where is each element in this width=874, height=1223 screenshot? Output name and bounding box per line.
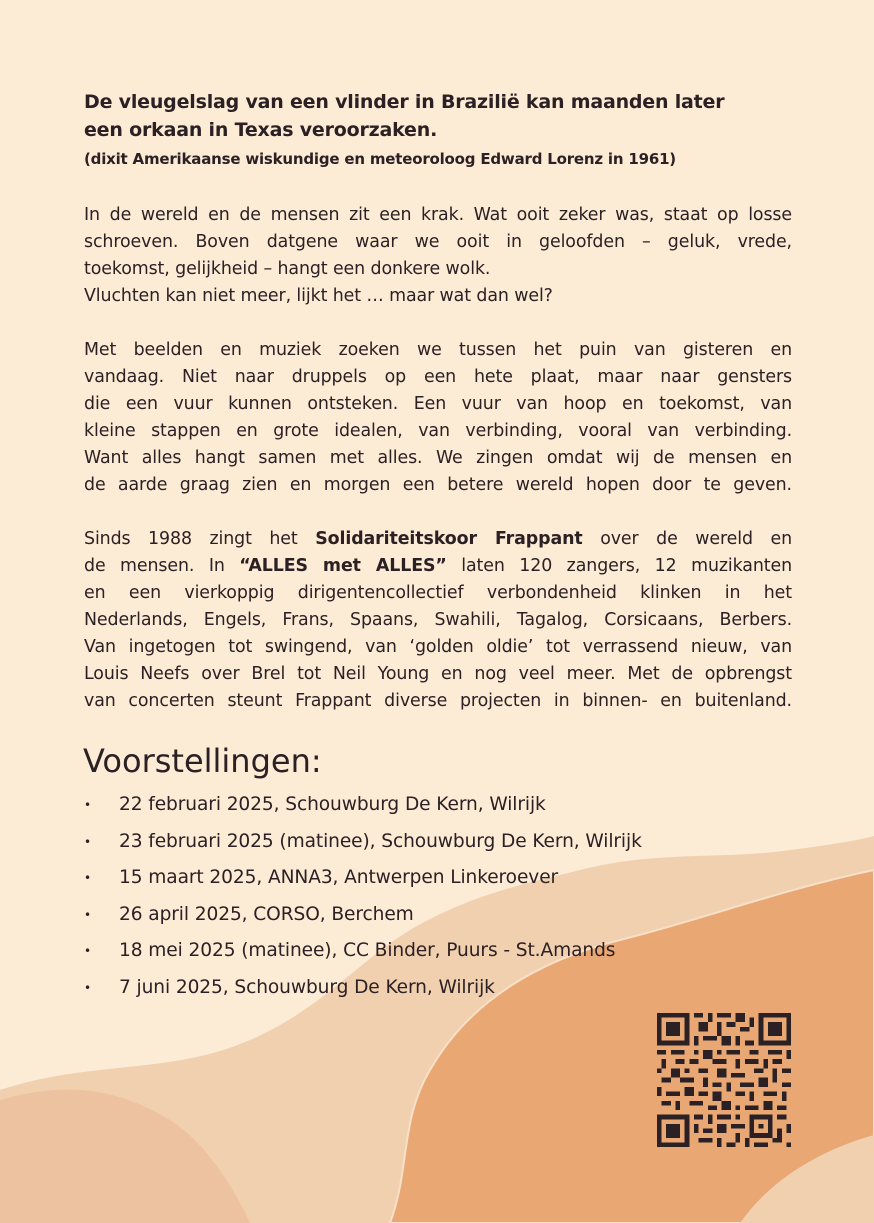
mission-paragraph xyxy=(84,337,792,499)
opening-quote xyxy=(84,88,792,144)
paragraph-line: Van ingetogen tot swingend, van ‘golden oldie’ tot verrassend nieuw, van xyxy=(84,637,792,657)
bullet-icon: • xyxy=(84,944,91,958)
bullet-icon: • xyxy=(84,871,91,885)
paragraph-line: Louis Neefs over Brel tot Neil Young en nog veel meer. Met de opbrengst xyxy=(84,664,792,684)
text-run: Sinds 1988 zingt het xyxy=(84,529,316,549)
paragraph-line: Nederlands, Engels, Frans, Spaans, Swahili, Tagalog, Corsicaans, Berbers. xyxy=(84,610,792,630)
paragraph-line: Vluchten kan niet meer, lijkt het … maar wat dan wel? xyxy=(84,286,553,306)
text-run: over de wereld en xyxy=(582,529,792,549)
performance-date-venue: 23 februari 2025 (matinee), Schouwburg De Kern, Wilrijk xyxy=(119,830,642,852)
paragraph-line: de aarde graag zien en morgen een betere wereld hopen door te geven. xyxy=(84,475,792,495)
performances-heading: Voorstellingen: xyxy=(83,742,322,780)
bullet-icon: • xyxy=(84,834,91,849)
list-item xyxy=(84,970,792,1007)
qr-finder-top-left xyxy=(657,1013,689,1045)
paragraph-line: schroeven. Boven datgene waar we ooit in geloofden – geluk, vrede, xyxy=(84,232,792,252)
quote-line-1: De vleugelslag van een vlinder in Brazilië kan maanden later xyxy=(84,91,725,113)
choir-name: Solidariteitskoor Frappant xyxy=(315,529,583,549)
paragraph-line: van concerten steunt Frappant diverse projecten in binnen- en buitenland. xyxy=(84,691,792,711)
list-item xyxy=(84,860,792,897)
paragraph-line: Met beelden en muziek zoeken we tussen het puin van gisteren en xyxy=(84,340,792,360)
text-run: laten 120 zangers, 12 muzikanten xyxy=(446,556,793,576)
paragraph-line: en een vierkoppig dirigentencollectief verbondenheid klinken in het xyxy=(84,583,792,603)
bullet-icon: • xyxy=(84,798,91,812)
paragraph-line: Want alles hangt samen met alles. We zingen omdat wij de mensen en xyxy=(84,448,792,468)
paragraph-line: kleine stappen en grote idealen, van verbinding, vooral van verbinding. xyxy=(84,421,792,441)
flyer-text xyxy=(84,88,792,1006)
paragraph-line: vandaag. Niet naar druppels op een hete plaat, maar naar gensters xyxy=(84,367,792,387)
paragraph-line: In de wereld en de mensen zit een krak. Wat ooit zeker was, staat op losse xyxy=(84,205,792,225)
performance-date-venue: 18 mei 2025 (matinee), CC Binder, Puurs - St.Amands xyxy=(119,940,616,961)
choir-paragraph xyxy=(84,526,792,715)
performance-date-venue: 15 maart 2025, ANNA3, Antwerpen Linkeroever xyxy=(119,867,559,888)
show-title: “ALLES met ALLES” xyxy=(239,556,447,576)
performances-list xyxy=(84,787,792,1006)
intro-paragraph xyxy=(84,202,792,310)
list-item xyxy=(84,897,792,934)
list-item xyxy=(84,787,792,824)
bullet-icon: • xyxy=(84,980,91,995)
quote-attribution: (dixit Amerikaanse wiskundige en meteoroloog Edward Lorenz in 1961) xyxy=(84,150,676,168)
quote-line-2: een orkaan in Texas veroorzaken. xyxy=(84,119,438,141)
performance-date-venue: 7 juni 2025, Schouwburg De Kern, Wilrijk xyxy=(119,976,495,998)
paragraph-line: toekomst, gelijkheid – hangt een donkere wolk. xyxy=(84,259,491,279)
paragraph-line: die een vuur kunnen ontsteken. Een vuur van hoop en toekomst, van xyxy=(84,394,792,414)
qr-code[interactable] xyxy=(657,1013,791,1147)
text-run: de mensen. In xyxy=(84,556,240,576)
list-item xyxy=(84,824,792,861)
paragraph-line xyxy=(84,526,792,553)
performance-date-venue: 22 februari 2025, Schouwburg De Kern, Wilrijk xyxy=(119,794,546,815)
paragraph-line xyxy=(84,553,792,580)
bullet-icon: • xyxy=(84,907,91,922)
qr-finder-top-right xyxy=(759,1013,791,1045)
performance-date-venue: 26 april 2025, CORSO, Berchem xyxy=(119,903,414,925)
qr-finder-bottom-left xyxy=(657,1115,689,1147)
list-item xyxy=(84,933,792,970)
